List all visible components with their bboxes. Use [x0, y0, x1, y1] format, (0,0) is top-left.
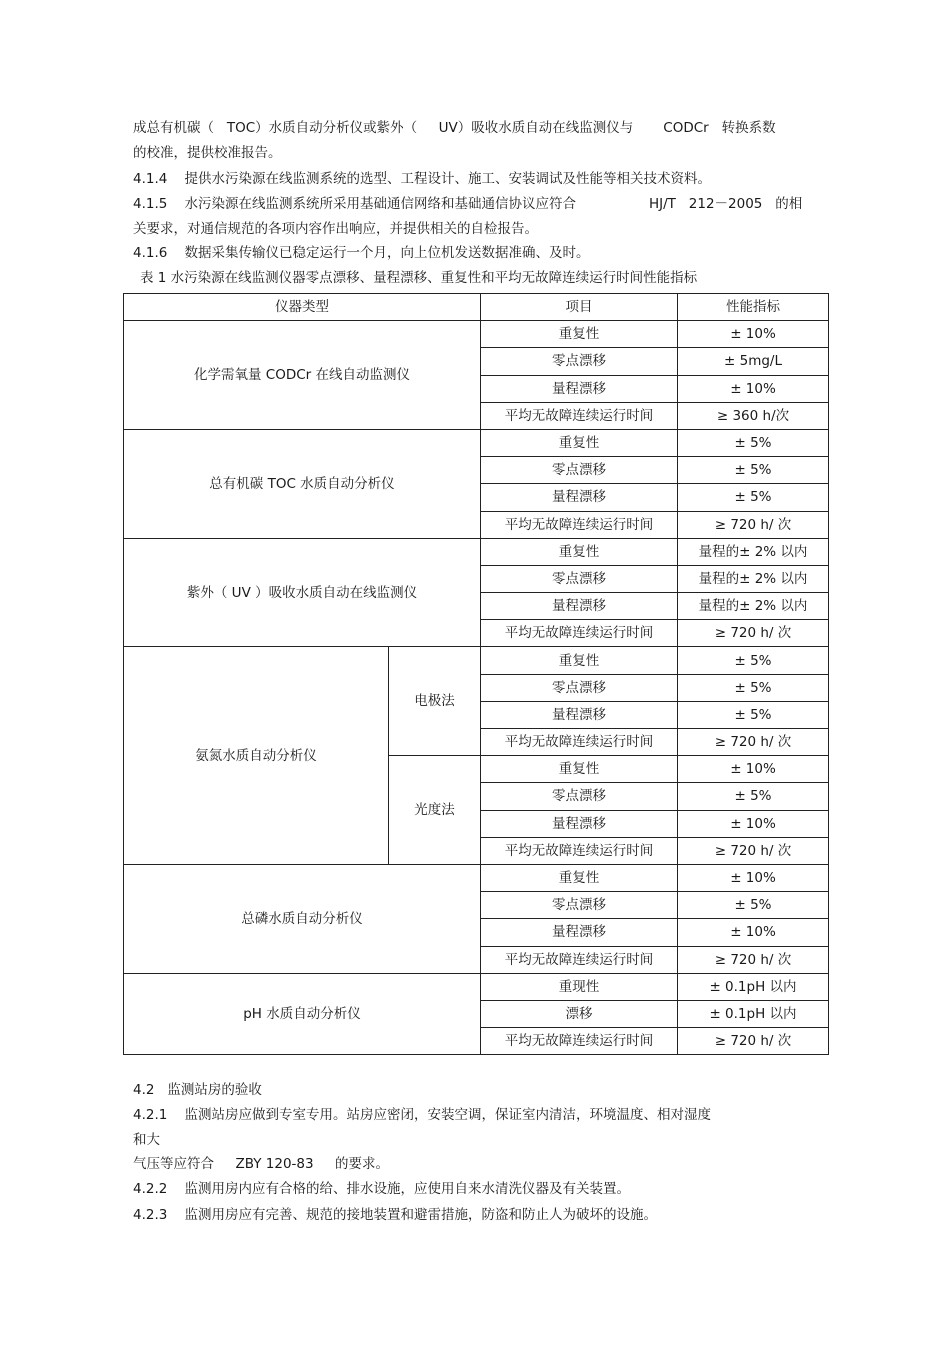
instrument-cod: 化学需氧量 CODCr 在线自动监测仪: [124, 321, 481, 430]
spec-cell: ± 5%: [678, 457, 829, 484]
spec-cell: ± 5mg/L: [678, 348, 829, 375]
spec-cell: ± 5%: [678, 783, 829, 810]
item-cell: 重复性: [481, 756, 678, 783]
item-cell: 零点漂移: [481, 892, 678, 919]
item-cell: 零点漂移: [481, 565, 678, 592]
spec-cell: ± 5%: [678, 892, 829, 919]
item-cell: 平均无故障连续运行时间: [481, 620, 678, 647]
item-cell: 重复性: [481, 321, 678, 348]
item-cell: 零点漂移: [481, 783, 678, 810]
table-row: [124, 864, 829, 891]
spec-cell: ≥ 720 h/ 次: [678, 511, 829, 538]
instrument-ammonia: 氨氮水质自动分析仪: [124, 647, 389, 865]
item-cell: 重复性: [481, 647, 678, 674]
spec-cell: ± 5%: [678, 701, 829, 728]
item-cell: 平均无故障连续运行时间: [481, 1028, 678, 1055]
item-cell: 重复性: [481, 538, 678, 565]
item-cell: 量程漂移: [481, 484, 678, 511]
paragraph-4-2-3: 4.2.3 监测用房应有完善、规范的接地装置和避雷措施，防盗和防止人为破坏的设施。: [133, 1207, 658, 1223]
item-cell: 平均无故障连续运行时间: [481, 837, 678, 864]
table-row: [124, 973, 829, 1000]
spec-cell: ≥ 720 h/ 次: [678, 729, 829, 756]
header-item: 项目: [481, 294, 678, 321]
paragraph-4-2-1-cont: 气压等应符合 ZBY 120-83 的要求。: [133, 1156, 390, 1172]
spec-cell: ± 10%: [678, 810, 829, 837]
table-row: [124, 647, 829, 674]
header-spec: 性能指标: [678, 294, 829, 321]
table-row: [124, 538, 829, 565]
item-cell: 平均无故障连续运行时间: [481, 729, 678, 756]
item-cell: 平均无故障连续运行时间: [481, 402, 678, 429]
spec-cell: ± 10%: [678, 864, 829, 891]
spec-cell: ± 10%: [678, 919, 829, 946]
paragraph-calibration: 成总有机碳（ TOC）水质自动分析仪或紫外（ UV）吸收水质自动在线监测仪与 CODCr 转换系数 的校准，提供校准报告。: [133, 120, 776, 161]
spec-cell: 量程的± 2% 以内: [678, 565, 829, 592]
item-cell: 量程漂移: [481, 701, 678, 728]
item-cell: 量程漂移: [481, 593, 678, 620]
instrument-toc: 总有机碳 TOC 水质自动分析仪: [124, 429, 481, 538]
header-instrument-type: 仪器类型: [124, 294, 481, 321]
spec-cell: ± 5%: [678, 484, 829, 511]
table-row: [124, 429, 829, 456]
table-caption: 表 1 水污染源在线监测仪器零点漂移、量程漂移、重复性和平均无故障连续运行时间性能指标: [140, 270, 698, 286]
spec-cell: ≥ 720 h/ 次: [678, 1028, 829, 1055]
item-cell: 零点漂移: [481, 348, 678, 375]
spec-cell: 量程的± 2% 以内: [678, 538, 829, 565]
spec-cell: ± 10%: [678, 321, 829, 348]
spec-cell: ± 0.1pH 以内: [678, 973, 829, 1000]
spec-cell: ± 5%: [678, 429, 829, 456]
item-cell: 量程漂移: [481, 919, 678, 946]
spec-cell: ± 0.1pH 以内: [678, 1000, 829, 1027]
item-cell: 量程漂移: [481, 375, 678, 402]
item-cell: 量程漂移: [481, 810, 678, 837]
instrument-uv: 紫外（ UV ）吸收水质自动在线监测仪: [124, 538, 481, 647]
item-cell: 零点漂移: [481, 457, 678, 484]
item-cell: 重复性: [481, 864, 678, 891]
item-cell: 重复性: [481, 429, 678, 456]
paragraph-4-1-4: 4.1.4 提供水污染源在线监测系统的选型、工程设计、施工、安装调试及性能等相关技术资料。: [133, 171, 712, 187]
performance-table: [123, 293, 829, 1055]
item-cell: 零点漂移: [481, 674, 678, 701]
spec-cell: ≥ 720 h/ 次: [678, 620, 829, 647]
section-heading-4-2: 4.2 监测站房的验收: [133, 1082, 262, 1098]
spec-cell: ± 5%: [678, 647, 829, 674]
spec-cell: ≥ 720 h/ 次: [678, 946, 829, 973]
spec-cell: ≥ 720 h/ 次: [678, 837, 829, 864]
item-cell: 平均无故障连续运行时间: [481, 946, 678, 973]
item-cell: 重现性: [481, 973, 678, 1000]
item-cell: 平均无故障连续运行时间: [481, 511, 678, 538]
table-row: [124, 321, 829, 348]
table-header-row: [124, 294, 829, 321]
method-electrode: 电极法: [389, 647, 481, 756]
spec-cell: ± 5%: [678, 674, 829, 701]
spec-cell: ± 10%: [678, 375, 829, 402]
instrument-total-phosphorus: 总磷水质自动分析仪: [124, 864, 481, 973]
spec-cell: ± 10%: [678, 756, 829, 783]
paragraph-4-2-1: 4.2.1 监测站房应做到专室专用。站房应密闭，安装空调，保证室内清洁，环境温度、相对湿度 和大: [133, 1107, 712, 1148]
spec-cell: 量程的± 2% 以内: [678, 593, 829, 620]
method-photometric: 光度法: [389, 756, 481, 865]
spec-cell: ≥ 360 h/次: [678, 402, 829, 429]
paragraph-4-1-5: 4.1.5 水污染源在线监测系统所采用基础通信网络和基础通信协议应符合 HJ/T 212－2005 的相 关要求，对通信规范的各项内容作出响应，并提供相关的自检报告。: [133, 196, 803, 237]
instrument-ph: pH 水质自动分析仪: [124, 973, 481, 1055]
paragraph-4-2-2: 4.2.2 监测用房内应有合格的给、排水设施，应使用自来水清洗仪器及有关装置。: [133, 1181, 631, 1197]
paragraph-4-1-6: 4.1.6 数据采集传输仪已稳定运行一个月，向上位机发送数据准确、及时。: [133, 245, 590, 261]
item-cell: 漂移: [481, 1000, 678, 1027]
